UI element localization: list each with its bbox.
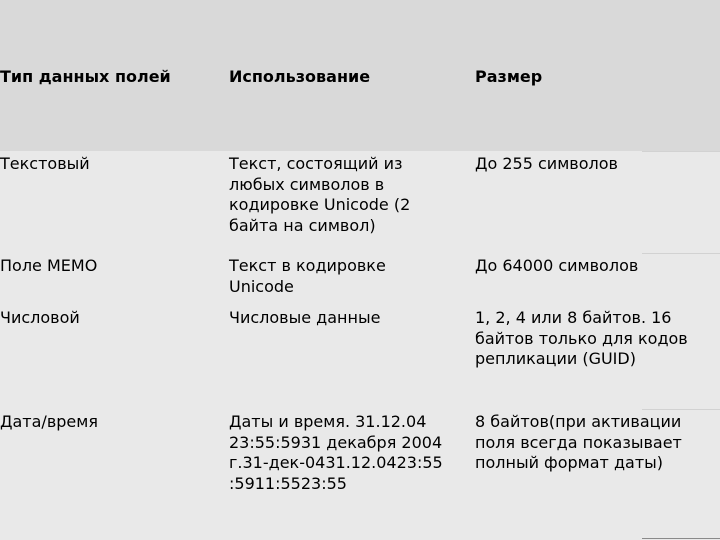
row-divider: [642, 253, 720, 254]
table-row: [0, 305, 720, 409]
cell-field-type: Числовой: [0, 308, 80, 327]
cell-size: 8 байтов(при активации поля всегда показывает полный формат даты): [475, 412, 682, 472]
table-bottom-tick: [642, 538, 720, 539]
header-field-type: Тип данных полей: [0, 67, 171, 86]
cell-field-type: Поле МЕМО: [0, 256, 98, 275]
cell-size: 1, 2, 4 или 8 байтов. 16 байтов только для кодов репликации (GUID): [475, 308, 688, 368]
cell-field-type: Текстовый: [0, 154, 90, 173]
cell-usage: Числовые данные: [229, 308, 381, 327]
cell-usage: Даты и время. 31.12.04 23:55:5931 декабря 2004 г.31-дек-0431.12.0423:55 :5911:5523:55: [229, 412, 443, 493]
cell-size: До 64000 символов: [475, 256, 639, 275]
header-usage: Использование: [229, 67, 371, 86]
cell-usage: Текст в кодировке Unicode: [229, 256, 386, 296]
table-row: [0, 253, 720, 305]
row-divider: [642, 409, 720, 410]
table-header-row: [0, 0, 720, 151]
cell-size: До 255 символов: [475, 154, 618, 173]
row-divider: [642, 151, 720, 152]
header-size: Размер: [475, 67, 543, 86]
cell-usage: Текст, состоящий из любых символов в кодировке Unicode (2 байта на символ): [229, 154, 411, 235]
table-row: [0, 409, 720, 540]
table-row: [0, 151, 720, 253]
cell-field-type: Дата/время: [0, 412, 98, 431]
